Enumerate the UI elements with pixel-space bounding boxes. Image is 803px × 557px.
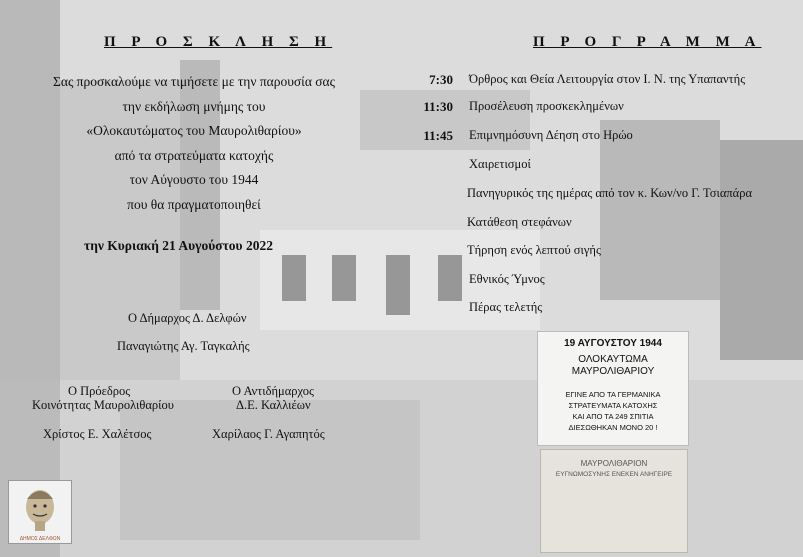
memorial-plaque-photo — [537, 331, 689, 446]
plaque-date: 19 ΑΥΓΟΥΣΤΟΥ 1944 — [564, 338, 662, 349]
plaque-body-line: ΕΓΙΝΕ ΑΠΟ ΤΑ ΓΕΡΜΑΝΙΚΑ — [565, 390, 661, 399]
program-item: Πανηγυρικός της ημέρας από τον κ. Κων/νο Γ. Τσιαπάρα — [467, 186, 753, 200]
invitation-line: την εκδήλωση μνήμης του — [122, 98, 266, 114]
plaque-body-line: ΣΤΡΑΤΕΥΜΑΤΑ ΚΑΤΟΧΗΣ — [568, 401, 658, 410]
stone-inscription: ΜΑΥΡΟΛΙΘΑΡΙΟΝ — [580, 459, 648, 468]
plaque-body-line: ΚΑΙ ΑΠΟ ΤΑ 249 ΣΠΙΤΙΑ — [572, 412, 654, 421]
program-item: Εθνικός Ύμνος — [469, 272, 545, 286]
president-community: Κοινότητας Μαυρολιθαρίου — [32, 398, 174, 412]
event-date: την Κυριακή 21 Αυγούστου 2022 — [84, 238, 273, 253]
municipality-logo — [8, 480, 72, 544]
president-title: Ο Πρόεδρος — [68, 384, 131, 398]
invitation-text — [14, 70, 374, 217]
head-sculpture-icon — [9, 481, 71, 543]
deputy-mayor-name: Χαρίλαος Γ. Αγαπητός — [212, 427, 325, 441]
mayor-title: Ο Δήμαρχος Δ. Δελφών — [128, 311, 247, 325]
plaque-title: ΟΛΟΚΑΥΤΩΜΑ — [578, 354, 648, 365]
program-time: 11:45 — [423, 128, 453, 143]
program-item: Χαιρετισμοί — [469, 157, 531, 171]
invitation-line: που θα πραγματοποιηθεί — [127, 196, 261, 212]
program-item: Προσέλευση προσκεκλημένων — [469, 99, 624, 113]
mayor-name: Παναγιώτης Αγ. Ταγκαλής — [117, 339, 250, 353]
deputy-mayor-title: Ο Αντιδήμαρχος — [232, 384, 314, 398]
deputy-mayor-unit: Δ.Ε. Καλλιέων — [236, 398, 311, 412]
invitation-heading: Π Ρ Ο Σ Κ Λ Η Σ Η — [104, 34, 333, 50]
program-time: 7:30 — [429, 72, 453, 87]
program-item: Επιμνημόσυνη Δέηση στο Ηρώο — [469, 128, 633, 142]
logo-caption: ΔΗΜΟΣ ΔΕΛΦΩΝ — [19, 536, 61, 542]
plaque-title-place: ΜΑΥΡΟΛΙΘΑΡΙΟΥ — [571, 366, 655, 377]
program-item: Πέρας τελετής — [469, 300, 543, 314]
invitation-line: «Ολοκαυτώματος του Μαυρολιθαρίου» — [86, 123, 302, 138]
program-item: Τήρηση ενός λεπτού σιγής — [467, 243, 601, 257]
program-item: Κατάθεση στεφάνων — [467, 215, 572, 229]
president-name: Χρίστος Ε. Χαλέτσος — [43, 427, 152, 441]
invitation-line: τον Αύγουστο του 1944 — [129, 172, 259, 187]
plaque-body-line: ΔΙΕΣΩΘΗΚΑΝ ΜΟΝΟ 20 ! — [568, 423, 658, 432]
program-heading: Π Ρ Ο Γ Ρ Α Μ Μ Α — [533, 34, 762, 50]
memorial-stone-photo — [540, 449, 688, 553]
invitation-line: από τα στρατεύματα κατοχής — [114, 147, 274, 163]
program-item: Όρθρος και Θεία Λειτουργία στον Ι. Ν. της Υπαπαντής — [469, 72, 746, 86]
invitation-line: Σας προσκαλούμε να τιμήσετε με την παρουσία σας — [53, 74, 335, 89]
stone-inscription-line: ΕΥΓΝΩΜΟΣΥΝΗΣ ΕΝΕΚΕΝ ΑΝΗΓΕΙΡΕ — [555, 471, 673, 478]
program-time: 11:30 — [423, 99, 453, 114]
